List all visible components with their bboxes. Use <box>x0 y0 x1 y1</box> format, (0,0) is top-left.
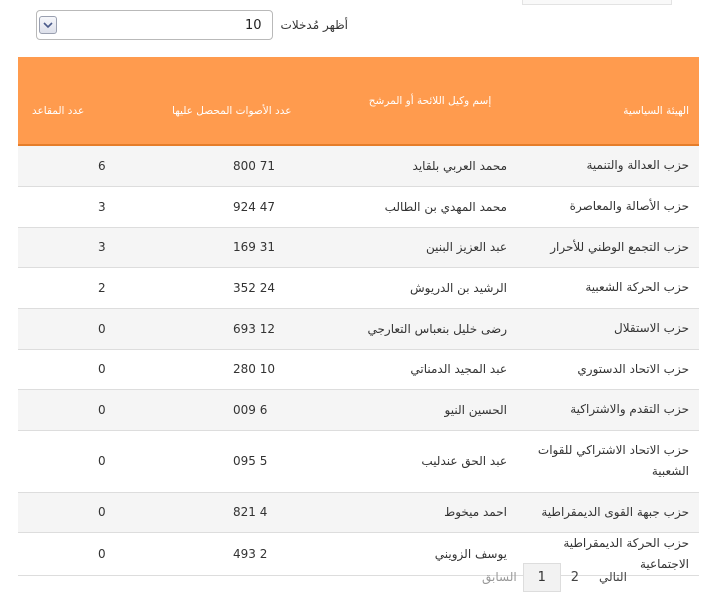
cell-party: حزب الاتحاد الدستوري <box>517 349 699 389</box>
cell-votes: 12 693 <box>158 308 343 349</box>
table-row <box>18 492 699 532</box>
cell-seats: 2 <box>18 267 158 308</box>
table-row <box>18 145 699 186</box>
pagination-next[interactable]: التالي <box>598 570 627 584</box>
table-row <box>18 349 699 389</box>
cell-list-agent: رضى خليل بنعباس التعارجي <box>343 308 517 349</box>
cell-list-agent: الرشيد بن الدريوش <box>343 267 517 308</box>
chevron-down-icon[interactable] <box>39 16 57 34</box>
cell-seats: 0 <box>18 349 158 389</box>
cell-list-agent: محمد المهدي بن الطالب <box>343 186 517 227</box>
cell-seats: 3 <box>18 227 158 267</box>
cell-seats: 0 <box>18 308 158 349</box>
cell-votes: 5 095 <box>158 430 343 492</box>
cell-list-agent: عبد المجيد الدمناتي <box>343 349 517 389</box>
cell-seats: 0 <box>18 430 158 492</box>
cell-party: حزب الاتحاد الاشتراكي للقوات الشعبية <box>517 430 699 492</box>
cell-party: حزب الاستقلال <box>517 308 699 349</box>
cell-list-agent: يوسف الزويني <box>343 532 517 575</box>
cell-votes: 71 800 <box>158 145 343 186</box>
table-row <box>18 186 699 227</box>
cell-votes: 10 280 <box>158 349 343 389</box>
column-header-list-agent[interactable]: إسم وكيل اللائحة أو المرشح <box>343 57 517 145</box>
cell-party: حزب الأصالة والمعاصرة <box>517 186 699 227</box>
column-header-party[interactable]: الهيئة السياسية <box>517 57 699 145</box>
cell-list-agent: احمد ميخوط <box>343 492 517 532</box>
table-header-row <box>18 57 699 145</box>
column-header-seats[interactable]: عدد المقاعد <box>18 57 158 145</box>
cell-party: حزب العدالة والتنمية <box>517 145 699 186</box>
entries-length-control <box>18 8 348 42</box>
cell-party: حزب جبهة القوى الديمقراطية <box>517 492 699 532</box>
table-row <box>18 389 699 430</box>
results-table <box>18 57 699 576</box>
cell-votes: 4 821 <box>158 492 343 532</box>
cell-votes: 24 352 <box>158 267 343 308</box>
cell-party: حزب الحركة الديمقراطية الاجتماعية <box>517 532 699 575</box>
cell-seats: 0 <box>18 492 158 532</box>
entries-length-value: 10 <box>245 17 262 33</box>
cell-party: حزب الحركة الشعبية <box>517 267 699 308</box>
cell-votes: 47 924 <box>158 186 343 227</box>
pagination-page-1[interactable]: 1 <box>523 563 561 592</box>
top-search-box-edge <box>522 0 672 5</box>
table-row <box>18 308 699 349</box>
cell-party: حزب التجمع الوطني للأحرار <box>517 227 699 267</box>
cell-votes: 6 009 <box>158 389 343 430</box>
entries-length-select[interactable] <box>36 10 273 40</box>
table-row <box>18 430 699 492</box>
cell-party: حزب التقدم والاشتراكية <box>517 389 699 430</box>
column-header-votes[interactable]: عدد الأصوات المحصل عليها <box>158 57 343 145</box>
entries-length-label: أظهر مُدخلات <box>280 18 348 32</box>
pagination-page-2[interactable]: 2 <box>570 569 579 585</box>
cell-seats: 6 <box>18 145 158 186</box>
cell-list-agent: محمد العربي بلقايد <box>343 145 517 186</box>
pagination-previous[interactable]: السابق <box>482 570 517 584</box>
cell-list-agent: الحسين النيو <box>343 389 517 430</box>
table-row <box>18 227 699 267</box>
cell-seats: 0 <box>18 389 158 430</box>
cell-seats: 0 <box>18 532 158 575</box>
table-row <box>18 267 699 308</box>
pagination <box>470 562 690 592</box>
cell-list-agent: عبد العزيز البنين <box>343 227 517 267</box>
cell-votes: 2 493 <box>158 532 343 575</box>
cell-list-agent: عبد الحق عندليب <box>343 430 517 492</box>
cell-votes: 31 169 <box>158 227 343 267</box>
cell-seats: 3 <box>18 186 158 227</box>
